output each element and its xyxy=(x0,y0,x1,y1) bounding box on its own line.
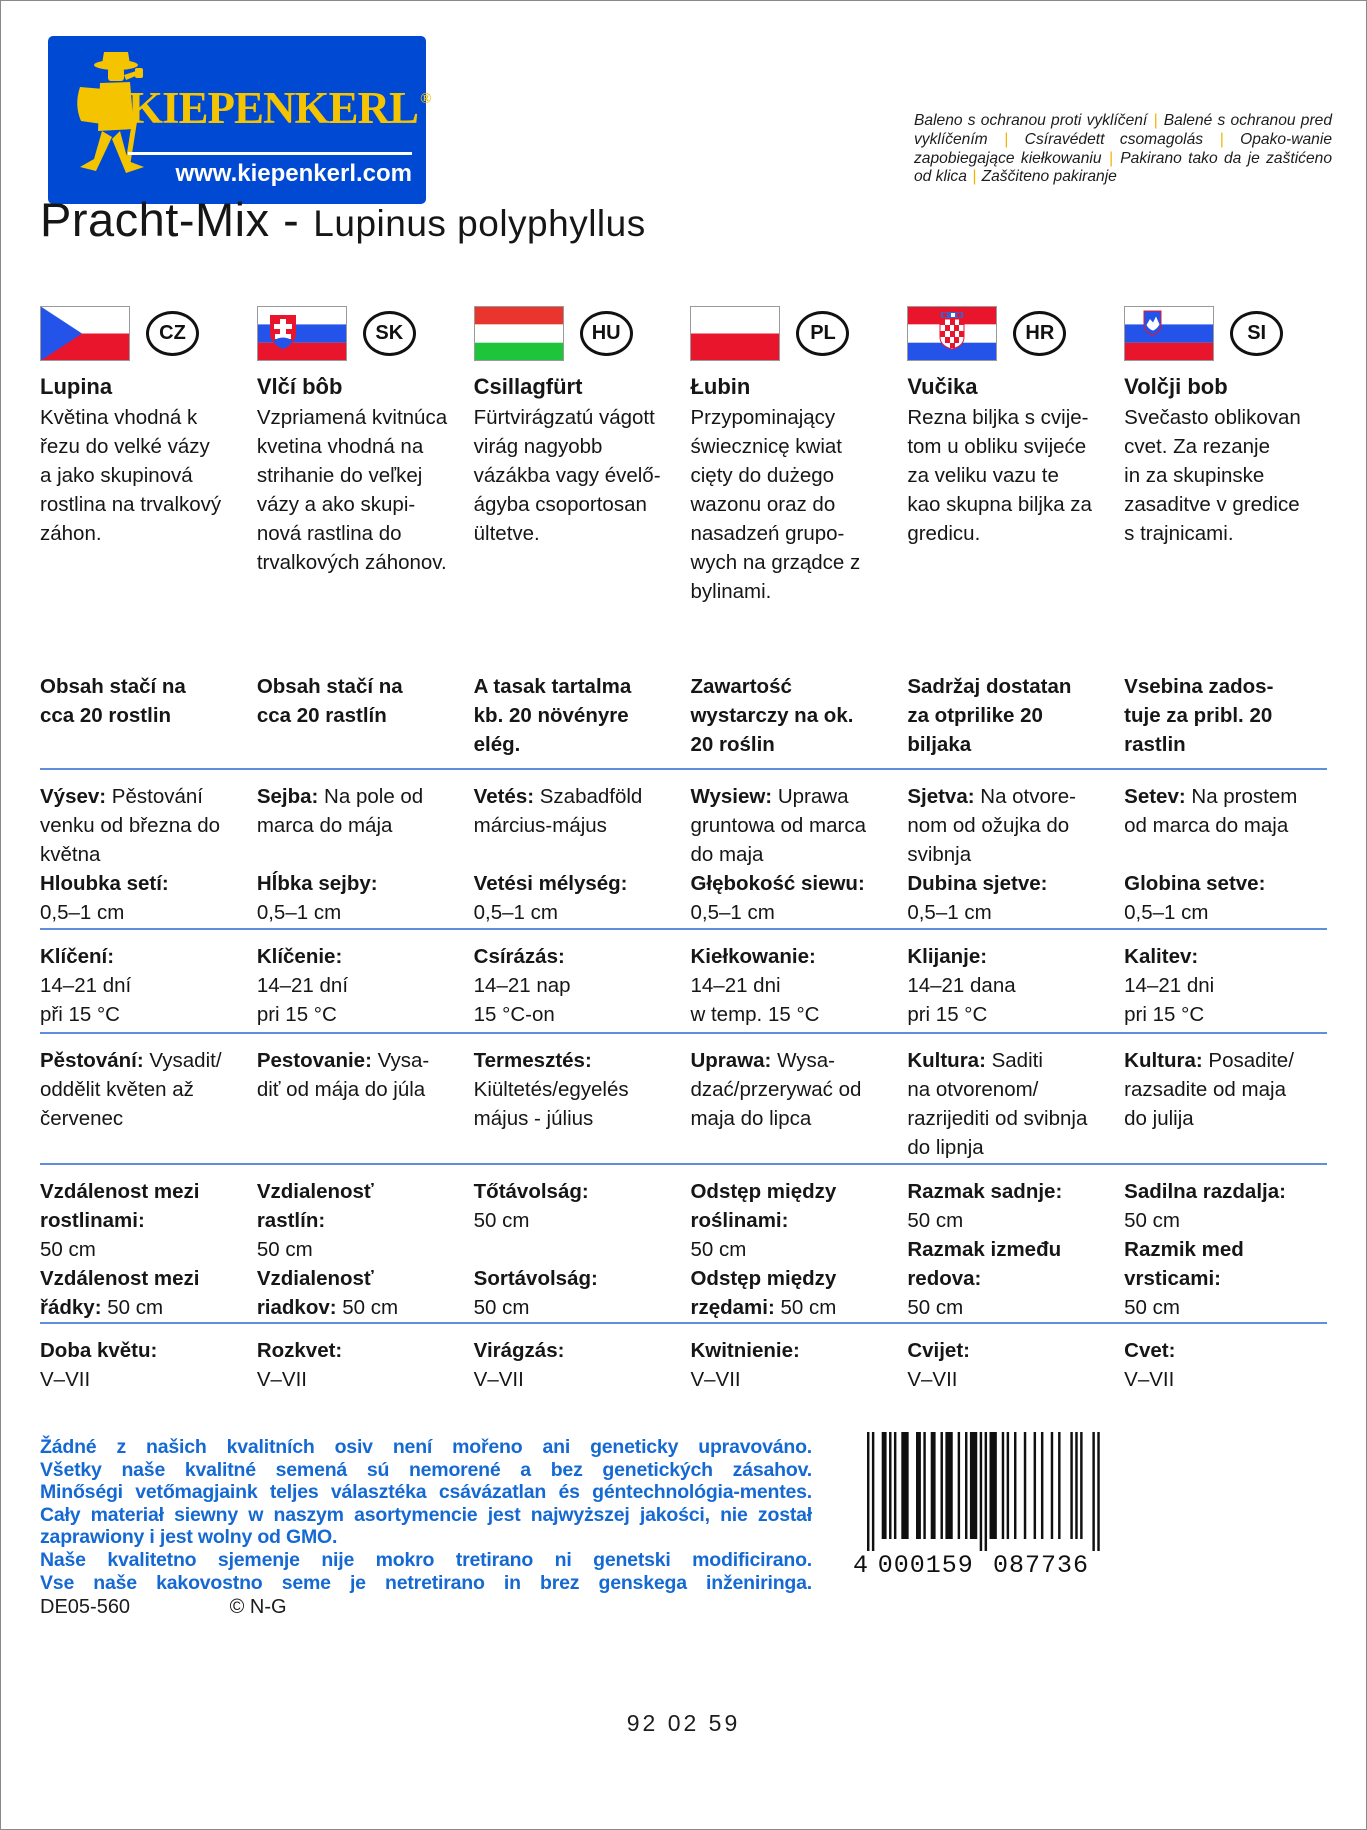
row-sowing xyxy=(40,768,1327,928)
flag-cz-icon xyxy=(40,306,130,361)
svg-text:4: 4 xyxy=(853,1551,870,1578)
cultivation-pl: Uprawa: Wysa- dzać/przerywać od maja do lipca xyxy=(690,1049,862,1130)
row-description xyxy=(40,306,1327,672)
quality-statement-block xyxy=(40,1436,812,1594)
copyright-mark: © N-G xyxy=(229,1596,287,1618)
germination-pl: Kiełkowanie: 14–21 dni w temp. 15 °C xyxy=(690,945,820,1026)
spacing-hr: Razmak sadnje: 50 cm Razmak između redova: 50 cm xyxy=(907,1180,1063,1319)
sowing-pl: Wysiew: Uprawa gruntowa od marca do maja Głębokość siewu: 0,5–1 cm xyxy=(690,785,866,924)
plant-desc-cz: Květina vhodná k řezu do velké vázy a jako skupinová rostlina na trvalkový záhon. xyxy=(40,406,222,545)
row-germination xyxy=(40,928,1327,1032)
country-badge-pl: PL xyxy=(796,311,849,356)
content-hu: A tasak tartalma kb. 20 növényre elég. xyxy=(473,675,632,756)
quality-line-hu: Minőségi vetőmagjaink teljes választéka csávázatlan és géntechnológia-mentes. xyxy=(40,1481,812,1504)
plant-desc-pl: Przypominający świecznicę kwiat cięty do dużego wazonu oraz do nasadzeń grupo- wych na grządce z bylinami. xyxy=(690,406,861,603)
country-badge-hu: HU xyxy=(580,311,633,356)
flag-row-hr xyxy=(907,306,1110,361)
cultivation-hu: Termesztés: Kiültetés/egyelés május - július xyxy=(473,1049,629,1130)
plant-desc-sk: Vzpriamená kvitnúca kvetina vhodná na strihanie do veľkej vázy a ako skupi- nová rastlina do trvalkových záhonov. xyxy=(256,406,448,574)
country-badge-si: SI xyxy=(1230,311,1283,356)
flowering-hu: Virágzás: V–VII xyxy=(473,1339,565,1391)
article-code-row xyxy=(40,1596,287,1619)
row-spacing xyxy=(40,1163,1327,1322)
flowering-sk: Rozkvet: V–VII xyxy=(256,1339,343,1391)
country-badge-hr: HR xyxy=(1013,311,1066,356)
article-code: DE05-560 xyxy=(40,1596,131,1618)
col-hu-description xyxy=(474,306,677,672)
quality-line-cz: Žádné z našich kvalitních osiv není mořeno ani geneticky upravováno. xyxy=(40,1436,812,1458)
germination-hr: Klijanje: 14–21 dana pri 15 °C xyxy=(907,945,1016,1026)
flag-row-si xyxy=(1124,306,1327,361)
flag-pl-icon xyxy=(690,306,780,361)
batch-number: 92 02 59 xyxy=(626,1710,741,1736)
content-cz: Obsah stačí na cca 20 rostlin xyxy=(40,675,186,727)
kiepenkerl-logo xyxy=(48,36,431,204)
brand-wordmark xyxy=(128,82,431,134)
plant-name-si: Volčji bob xyxy=(1124,374,1228,399)
quality-line-sk: Všetky naše kvalitné semená sú nemorené a bez genetických zásahov. xyxy=(40,1458,812,1481)
col-cz-description xyxy=(40,306,243,672)
sowing-hr: Sjetva: Na otvore- nom od ožujka do svibnja Dubina sjetve: 0,5–1 cm xyxy=(907,785,1076,924)
svg-text:000159: 000159 xyxy=(877,1551,974,1578)
col-hr-description xyxy=(907,306,1110,672)
col-sk-description xyxy=(257,306,460,672)
brand-name: KIEPENKERL xyxy=(128,83,419,133)
spacing-sk: Vzdialenosť rastlín: 50 cm Vzdialenosť riadkov: 50 cm xyxy=(256,1180,399,1319)
registered-mark: ® xyxy=(420,91,431,107)
cultivation-cz: Pěstování: Vysadit/ oddělit květen až červenec xyxy=(40,1049,222,1130)
flowering-si: Cvet: V–VII xyxy=(1124,1339,1176,1391)
flag-hu-icon xyxy=(474,306,564,361)
country-badge-sk: SK xyxy=(363,311,416,356)
svg-text:087736: 087736 xyxy=(992,1551,1090,1578)
germination-si: Kalitev: 14–21 dni pri 15 °C xyxy=(1124,945,1215,1026)
latin-name: Lupinus polyphyllus xyxy=(313,203,646,244)
sowing-hu: Vetés: Szabadföld március-május Vetési mélység: 0,5–1 cm xyxy=(473,785,643,924)
spacing-pl: Odstęp między roślinami: 50 cm Odstęp między rzędami: 50 cm xyxy=(690,1180,837,1319)
spacing-hu: Tőtávolság: 50 cm Sortávolság: 50 cm xyxy=(473,1180,598,1319)
plant-name-hu: Csillagfürt xyxy=(473,374,583,399)
flag-si-icon xyxy=(1124,306,1214,361)
sowing-si: Setev: Na prostem od marca do maja Globina setve: 0,5–1 cm xyxy=(1124,785,1298,924)
plant-name-sk: Vlčí bôb xyxy=(256,374,343,399)
content-pl: Zawartość wystarczy na ok. 20 roślin xyxy=(690,675,854,756)
plant-desc-si: Svečasto oblikovan cvet. Za rezanje in za skupinske zasaditve v gredice s trajnicami. xyxy=(1124,406,1301,545)
plant-desc-hu: Fürtvirágzatú vágott virág nagyobb vázákba vagy évelő- ágyba csoportosan ültetve. xyxy=(473,406,661,545)
content-sk: Obsah stačí na cca 20 rastlín xyxy=(256,675,403,727)
plant-name-hr: Vučika xyxy=(907,374,978,399)
logo-divider xyxy=(128,152,412,155)
cultivation-hr: Kultura: Saditi na otvorenom/ razrijediti od svibnja do lipnja xyxy=(907,1049,1088,1159)
country-badge-cz: CZ xyxy=(146,311,199,356)
quality-line-hr: Naše kvalitetno sjemenje nije mokro tretirano ni genetski modificirano. xyxy=(40,1548,812,1571)
flag-sk-icon xyxy=(257,306,347,361)
row-content-sufficiency xyxy=(40,672,1327,768)
content-si: Vsebina zados- tuje za pribl. 20 rastlin xyxy=(1124,675,1274,756)
sowing-sk: Sejba: Na pole od marca do mája Hĺbka sejby: 0,5–1 cm xyxy=(256,785,424,924)
quality-line-pl-2: zaprawiony i jest wolny od GMO. xyxy=(40,1526,338,1549)
content-hr: Sadržaj dostatan za otprilike 20 biljaka xyxy=(907,675,1072,756)
page-title xyxy=(40,192,646,247)
flag-row-cz xyxy=(40,306,243,361)
plant-name-pl: Łubin xyxy=(690,374,751,399)
flag-row-pl xyxy=(690,306,893,361)
row-flowering xyxy=(40,1322,1327,1400)
cultivation-si: Kultura: Posadite/ razsadite od maja do julija xyxy=(1124,1049,1294,1130)
germination-protection-notice: Baleno s ochranou proti vyklíčení | Balené s ochranou pred vyklíčením | Csíravédett csomagolás | Opako-wanie zapobiegające kiełkowaniu | Pakirano tako da je zaštićeno od klica | Zaščiteno pakiranje xyxy=(914,112,1333,186)
spacing-si: Sadilna razdalja: 50 cm Razmik med vrsticami: 50 cm xyxy=(1124,1180,1286,1319)
quality-line-si: Vse naše kakovostno seme je netretirano in brez genskega inženiringa. xyxy=(40,1571,812,1594)
spacing-cz: Vzdálenost mezi rostlinami: 50 cm Vzdálenost mezi řádky: 50 cm xyxy=(40,1180,200,1319)
col-pl-description xyxy=(690,306,893,672)
flag-row-hu xyxy=(474,306,677,361)
plant-desc-hr: Rezna biljka s cvije- tom u obliku svijeće za veliku vazu te kao skupna biljka za gredicu. xyxy=(907,406,1092,545)
germination-hu: Csírázás: 14–21 nap 15 °C-on xyxy=(473,945,571,1026)
germination-cz: Klíčení: 14–21 dní při 15 °C xyxy=(40,945,132,1026)
sowing-cz: Výsev: Pěstování venku od března do května Hloubka setí: 0,5–1 cm xyxy=(40,785,221,924)
germination-sk: Klíčenie: 14–21 dní pri 15 °C xyxy=(256,945,349,1026)
plant-name-cz: Lupina xyxy=(40,374,113,399)
flowering-cz: Doba květu: V–VII xyxy=(40,1339,158,1391)
row-cultivation xyxy=(40,1032,1327,1163)
col-si-description xyxy=(1124,306,1327,672)
flag-hr-icon xyxy=(907,306,997,361)
language-info-table xyxy=(40,306,1327,1400)
flag-row-sk xyxy=(257,306,460,361)
flowering-pl: Kwitnienie: V–VII xyxy=(690,1339,800,1391)
flowering-hr: Cvijet: V–VII xyxy=(907,1339,970,1391)
variety-name: Pracht-Mix - xyxy=(40,193,300,246)
quality-line-pl-1: Cały materiał siewny w naszym asortymencie jest najwyższej jakości, nie został xyxy=(40,1503,812,1526)
cultivation-sk: Pestovanie: Vysa- diť od mája do júla xyxy=(256,1049,430,1101)
barcode xyxy=(853,1432,1115,1578)
brand-website: www.kiepenkerl.com xyxy=(175,160,412,187)
